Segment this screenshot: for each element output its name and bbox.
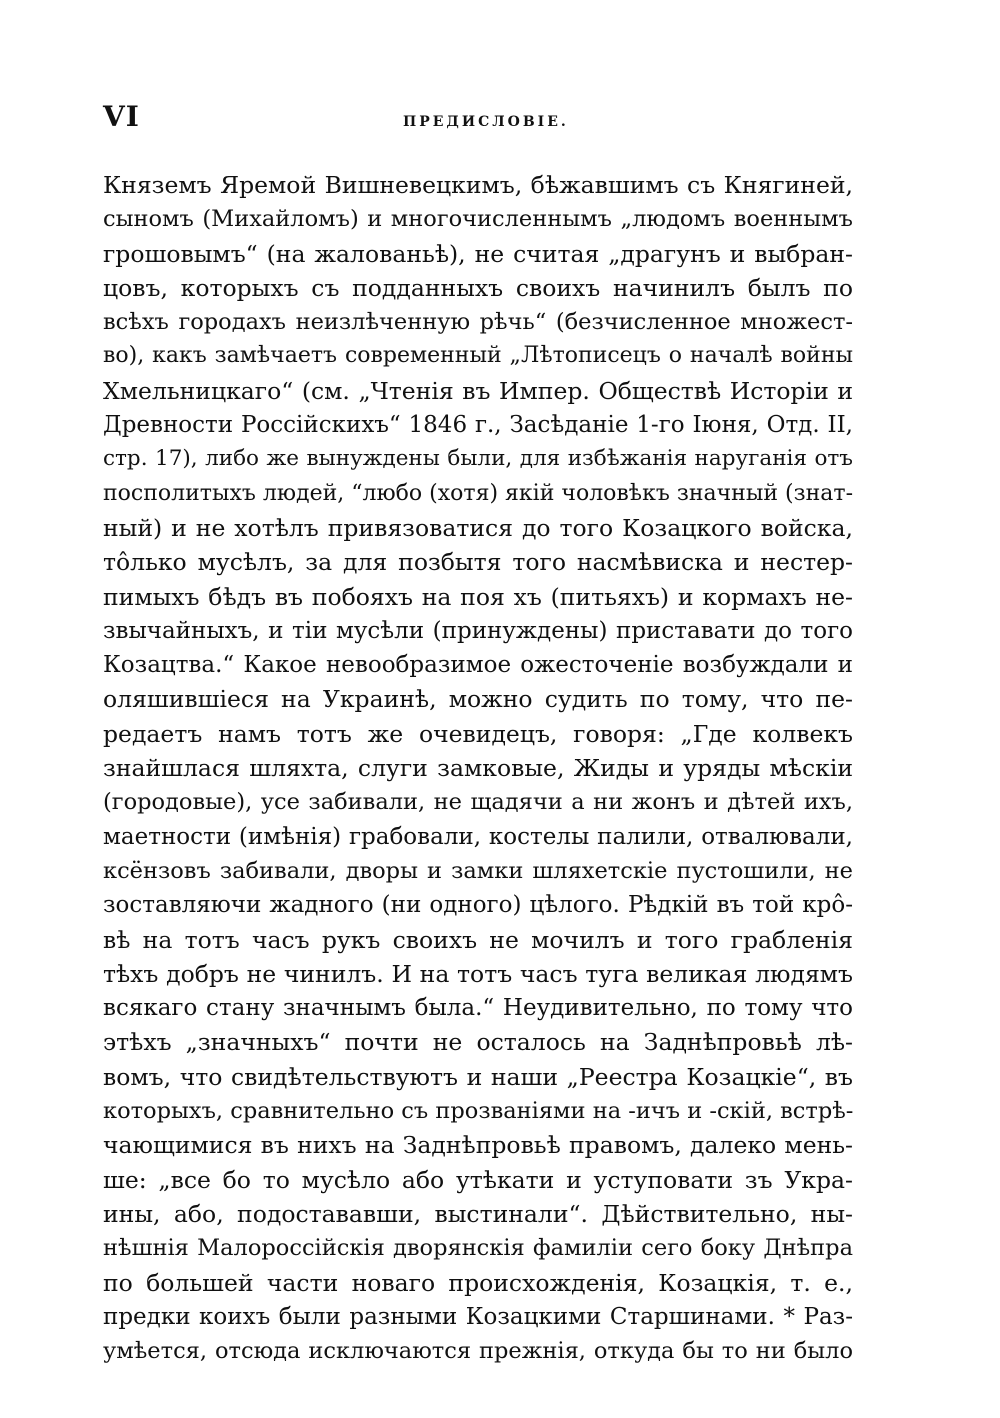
text-line: Княземъ Яремой Вишневецкимъ, бѣжавшимъ съ Княгиней,	[103, 171, 853, 199]
text-line: тôлько мусѣлъ, за для позбытя того насмѣвиска и нестер-	[103, 548, 853, 577]
text-line: (городовые), усе забивали, не щадячи а ни жонъ и дѣтей ихъ,	[103, 789, 853, 816]
text-line: которыхъ, сравнительно съ прозваніями на -ичъ и -скій, встрѣ-	[103, 1098, 854, 1125]
text-line: сыномъ (Михайломъ) и многочисленнымъ „людомъ военнымъ	[103, 206, 853, 233]
text-line: грошовымъ“ (на жалованьѣ), не считая „драгунъ и выбран-	[103, 239, 853, 268]
text-line: ше: „все бо то мусѣло або утѣкати и уступовати зъ Укра-	[103, 1165, 853, 1194]
text-line: Козацтва.“ Какое невообразимое ожесточеніе возбуждали и	[103, 652, 853, 679]
text-line: цовъ, которыхъ съ подданныхъ своихъ начинилъ былъ по	[103, 273, 853, 302]
text-line: этѣхъ „значныхъ“ почти не осталось на Заднѣпровьѣ лѣ-	[103, 1028, 853, 1057]
running-title: ПРЕДИСЛОВІЕ.	[403, 114, 569, 130]
text-line: Древности Россійскихъ“ 1846 г., Засѣданіе 1-го Іюня, Отд. II,	[103, 412, 853, 439]
text-line: умѣется, отсюда исключаются прежнія, откуда бы то ни было	[103, 1338, 853, 1365]
text-line: посполитыхъ людей, “любо (хотя) якій чоловѣкъ значный (знат-	[103, 480, 853, 506]
text-line: ксёнзовъ забивали, дворы и замки шляхетскіе пустошили, не	[103, 857, 853, 884]
text-line: знайшлася шляхта, слуги замковые, Жиды и уряды мѣскіи	[103, 754, 853, 783]
text-line: ины, або, подостававши, выстинали“. Дѣйствительно, ны-	[103, 1199, 853, 1228]
text-line: по большей части новаго происхожденія, Козацкія, т. е.,	[103, 1268, 853, 1297]
text-line: нѣшнія Малороссійскія дворянскія фамиліи сего боку Днѣпра	[103, 1235, 853, 1262]
text-line: оляшившіеся на Украинѣ, можно судить по тому, что пе-	[103, 685, 853, 714]
text-line: маетности (имѣнія) грабовали, костелы палили, отвалювали,	[103, 823, 853, 850]
text-line: предки коихъ были разными Козацкими Старшинами. * Раз-	[103, 1303, 853, 1330]
text-line: звычайныхъ, и тіи мусѣли (принуждены) приставати до того	[103, 617, 853, 644]
page-header	[103, 100, 853, 140]
text-line: пимыхъ бѣдъ въ побояхъ на поя хъ (питьяхъ) и кормахъ не-	[103, 582, 853, 611]
text-line: стр. 17), либо же вынуждены были, для избѣжанія наруганія отъ	[103, 446, 853, 472]
text-line: вомъ, что свидѣтельствуютъ и наши „Реестра Козацкіе“, въ	[103, 1062, 853, 1091]
text-line: во), какъ замѣчаетъ современный „Лѣтописецъ о началѣ войны	[103, 343, 853, 369]
text-line: Хмельницкаго“ (см. „Чтенія въ Импер. Обществѣ Исторіи и	[103, 376, 853, 405]
text-line: ный) и не хотѣлъ привязоватися до того Козацкого войска,	[103, 513, 853, 542]
text-line: вѣ на тотъ часъ рукъ своихъ не мочилъ и того грабленія	[103, 925, 853, 954]
text-line: зоставляючи жадного (ни одного) цѣлого. Рѣдкій въ той крô-	[103, 892, 853, 919]
text-line: всякаго стану значнымъ была.“ Неудивительно, по тому что	[103, 995, 853, 1022]
text-line: редаетъ намъ тотъ же очевидецъ, говоря: „Где колвекъ	[103, 719, 853, 748]
text-line: тѣхъ добръ не чинилъ. И на тотъ часъ туга великая людямъ	[103, 959, 853, 988]
text-line: чающимися въ нихъ на Заднѣпровьѣ правомъ, далеко мень-	[103, 1131, 853, 1160]
body-text	[103, 168, 853, 1368]
page-number: VI	[103, 100, 140, 133]
text-line: всѣхъ городахъ неизлѣченную рѣчь“ (безчисленное множест-	[103, 309, 853, 336]
